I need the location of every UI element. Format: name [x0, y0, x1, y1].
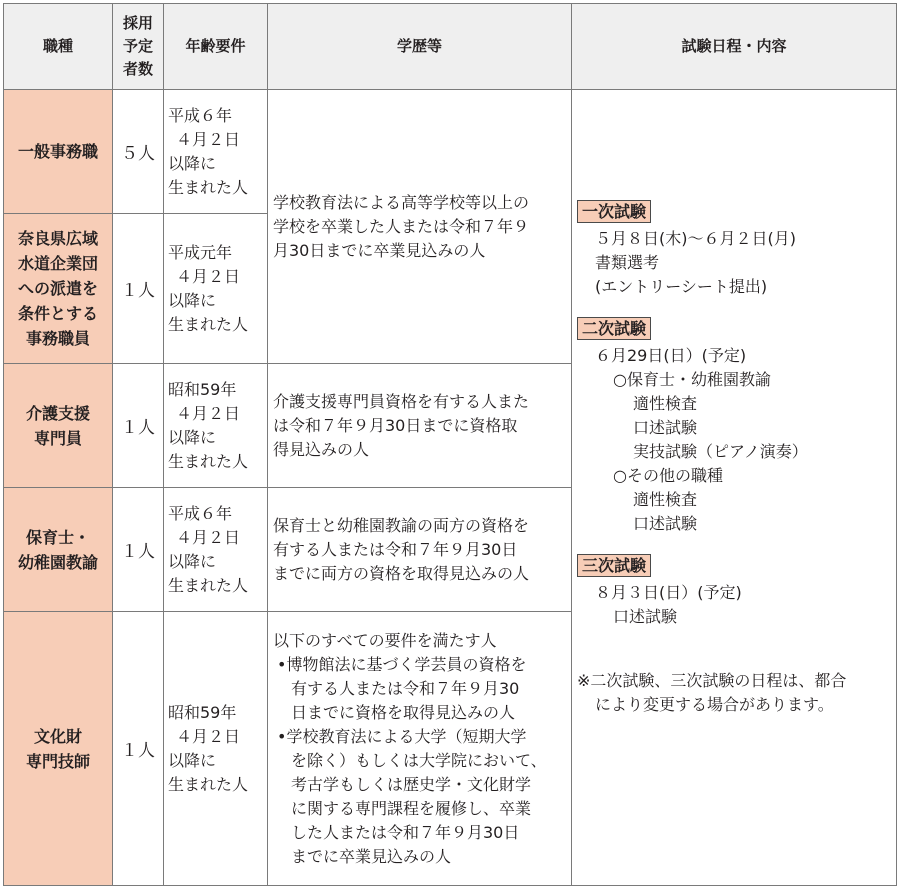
- second-exam-badge: 二次試験: [577, 317, 651, 340]
- age-cell: 昭和59年 ４月２日 以降に 生まれた人: [164, 364, 268, 488]
- schedule-cell: [572, 90, 897, 886]
- job-cell: 保育士・ 幼稚園教諭: [4, 488, 113, 612]
- second-exam-date: ６月29日(日）(予定): [595, 346, 747, 365]
- age-cell: 平成６年 ４月２日 以降に 生まれた人: [164, 90, 268, 214]
- first-exam-badge: 一次試験: [577, 200, 651, 223]
- header-education: 学歴等: [268, 4, 572, 90]
- education-cell-general: 学校教育法による高等学校等以上の 学校を卒業した人または令和７年９ 月30日までに卒業見込みの人: [268, 90, 572, 364]
- count-cell: １人: [113, 612, 164, 886]
- recruitment-table-container: [3, 3, 897, 886]
- count-cell: １人: [113, 214, 164, 364]
- recruitment-table: [3, 3, 897, 886]
- schedule-note: ※二次試験、三次試験の日程は、都合 により変更する場合があります。: [577, 671, 847, 714]
- header-age: 年齢要件: [164, 4, 268, 90]
- third-exam-date: ８月３日(日）(予定): [595, 583, 742, 602]
- count-cell: １人: [113, 364, 164, 488]
- age-cell: 平成６年 ４月２日 以降に 生まれた人: [164, 488, 268, 612]
- education-cell-cultural: 以下のすべての要件を満たす人 •博物館法に基づく学芸員の資格を 有する人または令和７年９月30 日までに資格を取得見込みの人 •学校教育法による大学（短期大学 を除く）もしくは大学院において、 考古学もしくは歴史学・文化財学 に関する専門課程を履修し、卒業 した人または令和７年９月30日 までに卒業見込みの人: [268, 612, 572, 886]
- age-cell: 昭和59年 ４月２日 以降に 生まれた人: [164, 612, 268, 886]
- count-cell: １人: [113, 488, 164, 612]
- job-cell: 文化財 専門技師: [4, 612, 113, 886]
- education-cell-care: 介護支援専門員資格を有する人また は令和７年９月30日までに資格取 得見込みの人: [268, 364, 572, 488]
- job-cell: 奈良県広域 水道企業団 への派遣を 条件とする 事務職員: [4, 214, 113, 364]
- first-exam-section: 一次試験 ５月８日(木)～６月２日(月) 書類選考 (エントリーシート提出): [577, 200, 896, 299]
- job-cell: 一般事務職: [4, 90, 113, 214]
- table-row: [4, 90, 897, 214]
- first-exam-date: ５月８日(木)～６月２日(月): [595, 229, 796, 248]
- count-cell: ５人: [113, 90, 164, 214]
- header-job: 職種: [4, 4, 113, 90]
- third-exam-section: 三次試験 ８月３日(日）(予定) 口述試験: [577, 554, 896, 629]
- second-exam-section: 二次試験 ６月29日(日）(予定) ○保育士・幼稚園教諭 適性検査 口述試験 実技試験（ピアノ演奏） ○その他の職種 適性検査 口述試験: [577, 317, 896, 536]
- education-cell-nursery: 保育士と幼稚園教諭の両方の資格を 有する人または令和７年９月30日 までに両方の資格を取得見込みの人: [268, 488, 572, 612]
- header-row: [4, 4, 897, 90]
- third-exam-badge: 三次試験: [577, 554, 651, 577]
- job-cell: 介護支援 専門員: [4, 364, 113, 488]
- age-cell: 平成元年 ４月２日 以降に 生まれた人: [164, 214, 268, 364]
- header-count: 採用 予定 者数: [113, 4, 164, 90]
- header-schedule: 試験日程・内容: [572, 4, 897, 90]
